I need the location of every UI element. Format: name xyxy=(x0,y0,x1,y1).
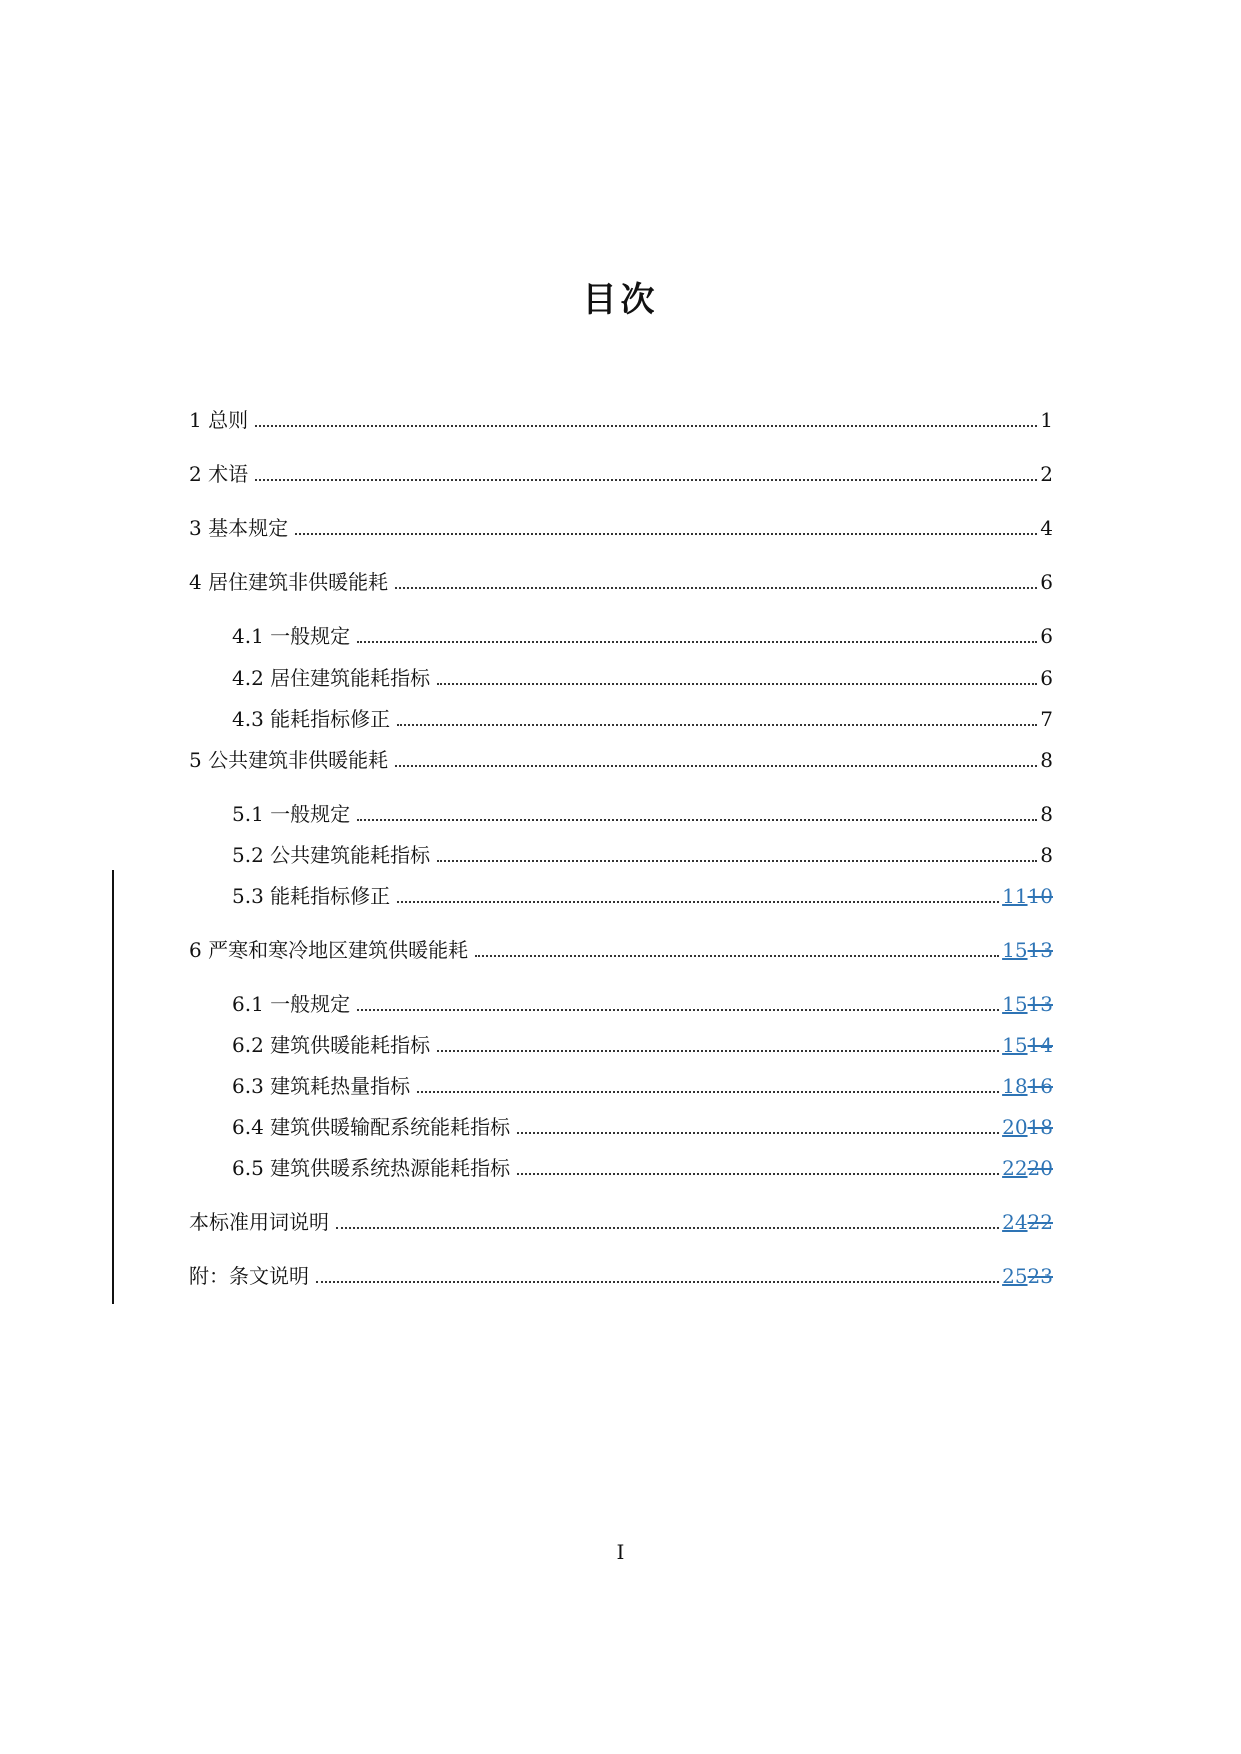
toc-entry-label: 建筑供暖系统热源能耗指标 xyxy=(270,1156,511,1180)
deleted-page-number: 23 xyxy=(1027,1264,1053,1288)
dot-leader xyxy=(437,682,1037,685)
toc-entry-label: 建筑耗热量指标 xyxy=(270,1074,411,1098)
dot-leader xyxy=(255,424,1037,427)
toc-entry-number: 5 xyxy=(189,748,202,772)
toc-entry-3[interactable] xyxy=(189,514,1053,542)
toc-entry-page: 8 xyxy=(1040,843,1053,867)
toc-entry-label: 严寒和寒冷地区建筑供暖能耗 xyxy=(208,938,469,962)
inserted-page-number: 20 xyxy=(1002,1115,1028,1139)
dot-leader xyxy=(395,764,1037,767)
toc-entry-label: 基本规定 xyxy=(208,516,289,540)
toc-entry-label: 居住建筑能耗指标 xyxy=(270,666,431,690)
toc-entry-number: 5.3 xyxy=(232,884,264,908)
toc-entry-label: 公共建筑能耗指标 xyxy=(270,843,431,867)
toc-entry-number: 5.1 xyxy=(232,802,264,826)
deleted-page-number: 22 xyxy=(1027,1210,1053,1234)
toc-entry-terms-usage[interactable] xyxy=(189,1208,1053,1236)
dot-leader xyxy=(357,640,1037,643)
toc-entry-number: 6.2 xyxy=(232,1033,264,1057)
dot-leader xyxy=(517,1131,999,1134)
dot-leader xyxy=(357,1008,999,1011)
toc-entry-number: 3 xyxy=(189,516,202,540)
inserted-page-number: 24 xyxy=(1002,1210,1028,1234)
toc-entry-page: 8 xyxy=(1040,748,1053,772)
toc-entry-number: 4.2 xyxy=(232,666,264,690)
toc-entry-6[interactable] xyxy=(189,936,1053,964)
dot-leader xyxy=(295,532,1037,535)
toc-entry-number: 6 xyxy=(189,938,202,962)
toc-entry-page: 6 xyxy=(1040,666,1053,690)
deleted-page-number: 16 xyxy=(1027,1074,1053,1098)
toc-entry-number: 5.2 xyxy=(232,843,264,867)
inserted-page-number: 22 xyxy=(1002,1156,1028,1180)
toc-entry-number: 6.1 xyxy=(232,992,264,1016)
toc-entry-4-1[interactable] xyxy=(232,622,1053,650)
page-title: 目次 xyxy=(582,280,659,320)
deleted-page-number: 20 xyxy=(1027,1156,1053,1180)
toc-entry-number: 2 xyxy=(189,462,202,486)
toc-entry-label: 附：条文说明 xyxy=(189,1264,309,1288)
toc-entry-page xyxy=(1002,1154,1053,1182)
toc-entry-2[interactable] xyxy=(189,460,1053,488)
toc-entry-1[interactable] xyxy=(189,406,1053,434)
dot-leader xyxy=(336,1226,999,1229)
toc-entry-6-5[interactable] xyxy=(232,1154,1053,1182)
dot-leader xyxy=(397,900,999,903)
toc-entry-label: 一般规定 xyxy=(270,624,351,648)
toc-entry-5-2[interactable] xyxy=(232,841,1053,869)
toc-entry-4[interactable] xyxy=(189,568,1053,596)
toc-entry-number: 1 xyxy=(189,408,202,432)
toc-entry-page: 2 xyxy=(1040,462,1053,486)
toc-entry-page: 6 xyxy=(1040,624,1053,648)
deleted-page-number: 13 xyxy=(1027,992,1053,1016)
toc-entry-label: 本标准用词说明 xyxy=(189,1210,329,1234)
toc-entry-page xyxy=(1002,1072,1053,1100)
toc-entry-label: 术语 xyxy=(208,462,249,486)
inserted-page-number: 25 xyxy=(1002,1264,1028,1288)
toc-entry-page xyxy=(1002,936,1053,964)
toc-entry-number: 4.1 xyxy=(232,624,264,648)
dot-leader xyxy=(437,859,1037,862)
toc-entry-5-1[interactable] xyxy=(232,800,1053,828)
toc-entry-label: 建筑供暖能耗指标 xyxy=(270,1033,431,1057)
inserted-page-number: 15 xyxy=(1002,992,1028,1016)
toc-entry-page xyxy=(1002,990,1053,1018)
toc-entry-label: 建筑供暖输配系统能耗指标 xyxy=(270,1115,511,1139)
toc-entry-label: 能耗指标修正 xyxy=(270,884,391,908)
toc-entry-label: 公共建筑非供暖能耗 xyxy=(208,748,389,772)
toc-entry-appendix[interactable] xyxy=(189,1262,1053,1290)
dot-leader xyxy=(316,1280,999,1283)
toc-entry-page: 7 xyxy=(1040,707,1053,731)
toc-entry-number: 6.3 xyxy=(232,1074,264,1098)
inserted-page-number: 15 xyxy=(1002,1033,1028,1057)
toc-entry-page: 1 xyxy=(1040,408,1053,432)
toc-entry-label: 总则 xyxy=(208,408,249,432)
toc-entry-number: 6.5 xyxy=(232,1156,264,1180)
toc-entry-6-1[interactable] xyxy=(232,990,1053,1018)
toc-entry-page: 4 xyxy=(1040,516,1053,540)
toc-entry-page xyxy=(1002,882,1053,910)
toc-entry-page xyxy=(1002,1113,1053,1141)
toc-entry-label: 能耗指标修正 xyxy=(270,707,391,731)
toc-entry-label: 一般规定 xyxy=(270,802,351,826)
dot-leader xyxy=(255,478,1037,481)
inserted-page-number: 18 xyxy=(1002,1074,1028,1098)
dot-leader xyxy=(417,1090,999,1093)
toc-entry-label: 居住建筑非供暖能耗 xyxy=(208,570,389,594)
toc-entry-6-3[interactable] xyxy=(232,1072,1053,1100)
toc-entry-5-3[interactable] xyxy=(232,882,1053,910)
toc-entry-page: 8 xyxy=(1040,802,1053,826)
revision-change-bar xyxy=(112,870,114,1304)
inserted-page-number: 15 xyxy=(1002,938,1028,962)
deleted-page-number: 13 xyxy=(1027,938,1053,962)
dot-leader xyxy=(357,818,1037,821)
deleted-page-number: 10 xyxy=(1027,884,1053,908)
dot-leader xyxy=(437,1049,999,1052)
toc-entry-number: 4.3 xyxy=(232,707,264,731)
toc-entry-5[interactable] xyxy=(189,746,1053,774)
page-number-footer: I xyxy=(616,1540,625,1564)
toc-entry-6-2[interactable] xyxy=(232,1031,1053,1059)
toc-entry-6-4[interactable] xyxy=(232,1113,1053,1141)
dot-leader xyxy=(397,723,1037,726)
toc-entry-page: 6 xyxy=(1040,570,1053,594)
deleted-page-number: 18 xyxy=(1027,1115,1053,1139)
toc-entry-label: 一般规定 xyxy=(270,992,351,1016)
toc-entry-page xyxy=(1002,1031,1053,1059)
toc-entry-4-2[interactable] xyxy=(232,664,1053,692)
toc-entry-page xyxy=(1002,1262,1053,1290)
toc-entry-4-3[interactable] xyxy=(232,705,1053,733)
toc-entry-page xyxy=(1002,1208,1053,1236)
toc-entry-number: 6.4 xyxy=(232,1115,264,1139)
dot-leader xyxy=(517,1172,999,1175)
deleted-page-number: 14 xyxy=(1027,1033,1053,1057)
dot-leader xyxy=(395,586,1037,589)
inserted-page-number: 11 xyxy=(1002,884,1028,908)
dot-leader xyxy=(475,954,999,957)
toc-entry-number: 4 xyxy=(189,570,202,594)
